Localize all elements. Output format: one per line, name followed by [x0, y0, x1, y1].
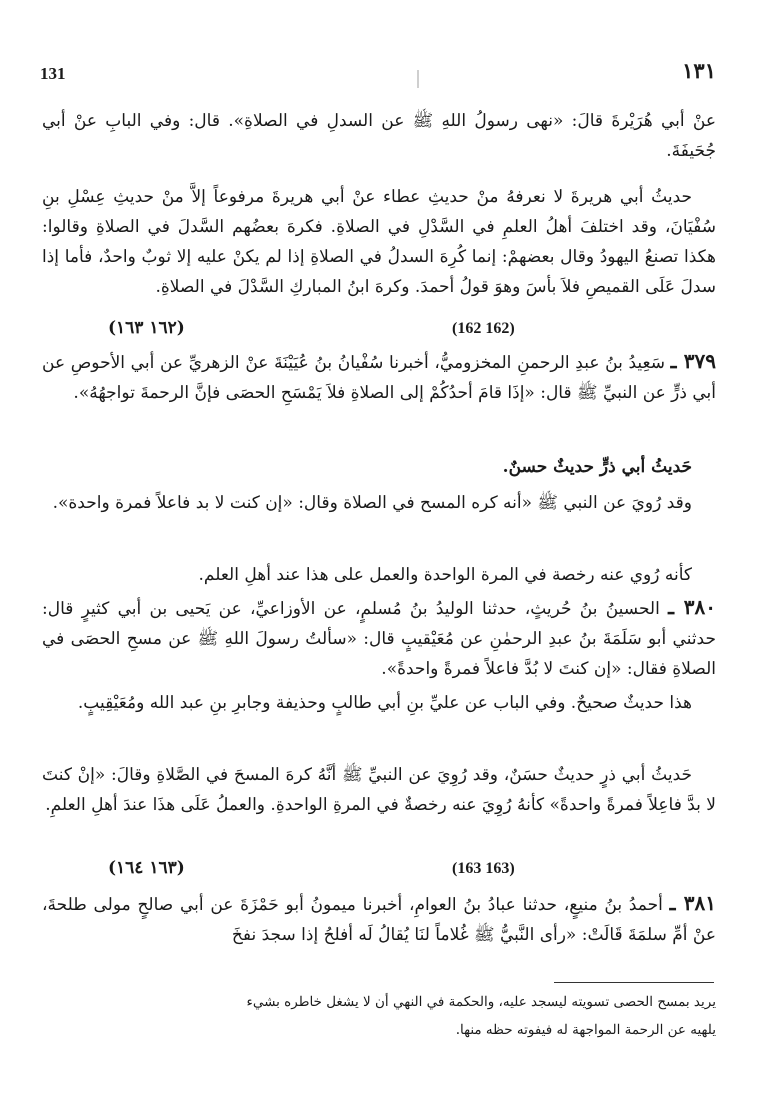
paragraph-1: عنْ أبي هُرَيْرةَ قالَ: «نهى رسولُ اللهِ ﷺ عن السدلِ في الصلاةِ». قال: وفي البابِ عنْ أبي جُحَيفَةَ.	[42, 111, 716, 161]
paragraph-2: حديثُ أبي هريرةَ لا نعرفهُ منْ حديثِ عطاء عنْ أبي هريرةَ مرفوعاً إلاَّ منْ حديثِ عِسْلِ بنِ سُفْيَانَ، وقد اختلفَ أهلُ العلمِ في السَّدْلِ في الصلاةِ. فكرهَ بعضُهم السَّدلَ في الصلاةِ وقالوا: هكذا تصنعُ اليهودُ وقال بعضهمْ: إنما كُرِهَ السدلُ في الصلاةِ إذا لم يكنْ عليه إلا ثوبٌ واحدٌ، فأما إذا سدلَ عَلَى القميصِ فلاَ بأسَ وهوَ قولُ أحمدَ. وكرهَ ابنُ المباركِ السَّدْلَ في الصلاةِ.	[42, 187, 716, 297]
hadith-380-text: الحسينُ بنُ حُريثٍ، حدثنا الوليدُ بنُ مُسلمٍ، عن الأوزاعيِّ، عن يَحيى بن أبي كثيرٍ قال: حدثني أبو سَلَمَةَ بنُ عبدِ الرحمٰنِ عن مُعَيْقيبٍ قال: «سألتُ رسولَ اللهِ ﷺ عن مسحِ الحصَى في الصلاةِ فقال: «إن كنتَ لا بُدَّ فاعلاً فمرةً واحدةً».	[42, 599, 716, 679]
footnote-divider	[554, 982, 714, 983]
page-marker	[417, 70, 419, 88]
page-number-latin: 131	[40, 64, 66, 83]
hadith-381-text: أحمدُ بنُ منيعٍ، حدثنا عبادُ بنُ العوامِ، أخبرنا ميمونُ أبو حَمْزَةَ عن أبي صالحٍ مولى طلحةَ، عنْ أمِّ سلمَةَ قَالَتْ: «رأى النَّبيُّ ﷺ غُلاماً لنَا يُقالُ لَه أفلحُ إذا سجدَ نفخَ	[42, 895, 716, 945]
reference-arabic-1: (١٦٢ ١٦٣)	[108, 318, 185, 338]
reference-arabic-2: (١٦٣ ١٦٤)	[108, 858, 185, 878]
hadith-number-379: ٣٧٩ ـ	[670, 349, 716, 373]
reference-latin-2: (163 163)	[452, 860, 515, 877]
paragraph-5: وقد رُويَ عن النبي ﷺ «أنه كره المسح في الصلاة وقال: «إن كنت لا بد فاعلاً فمرة واحدة».	[52, 493, 692, 513]
hadith-381	[42, 888, 716, 950]
hadith-380	[42, 592, 716, 684]
hadith-379	[42, 346, 716, 408]
reference-latin-1: (162 162)	[452, 320, 515, 337]
hadith-number-380: ٣٨٠ ـ	[668, 595, 717, 619]
footnote-line-1: يريد بمسح الحصى تسويته ليسجد عليه، والحكمة في النهي أن لا يشغل خاطره بشيء	[246, 994, 716, 1010]
hadith-379-text: سَعِيدُ بنُ عبدِ الرحمنِ المخزوميُّ، أخبرنا سُفْيانُ بنُ عُيَيْنَةَ عنْ الزهريِّ عن أبي الأحوصِ عن أبي ذرٍّ عن النبيِّ ﷺ قال: «إذَا قامَ أحدُكُمْ إلى الصلاةِ فلاَ يَمْسَحِ الحصَى فإنَّ الرحمةَ تواجهُهُ».	[42, 353, 716, 403]
paragraph-9: حَديثُ أبي ذرٍ حديثٌ حسَنٌ، وقد رُوِيَ عن النبيِّ ﷺ أنَّهُ كرهَ المسحَ في الصَّلاةِ وقالَ: «إنْ كنتَ لا بدَّ فاعِلاً فمرةً واحدةً» كأنهُ رُوِيَ عنه رخصةٌ في المرةِ الواحدةِ. والعملُ عَلَى هذَا عندَ أهلِ العلمِ.	[42, 765, 716, 815]
paragraph-4: حَديثُ أبي ذرٍّ حديثٌ حسنٌ.	[502, 457, 692, 477]
hadith-number-381: ٣٨١ ـ	[669, 891, 716, 915]
page-number-arabic: ١٣١	[682, 58, 716, 83]
footnote-line-2: يلهيه عن الرحمة المواجهة له فيفوته حظه منها.	[455, 1022, 716, 1038]
paragraph-6: كأنه رُوي عنه رخصة في المرة الواحدة والعمل على هذا عند أهلِ العلم.	[198, 565, 692, 585]
paragraph-8: هذا حديثٌ صحيحٌ. وفي الباب عن عليِّ بنِ أبي طالبٍ وحذيفة وجابرِ بنِ عبد الله ومُعَيْقِيبٍ.	[77, 693, 692, 713]
